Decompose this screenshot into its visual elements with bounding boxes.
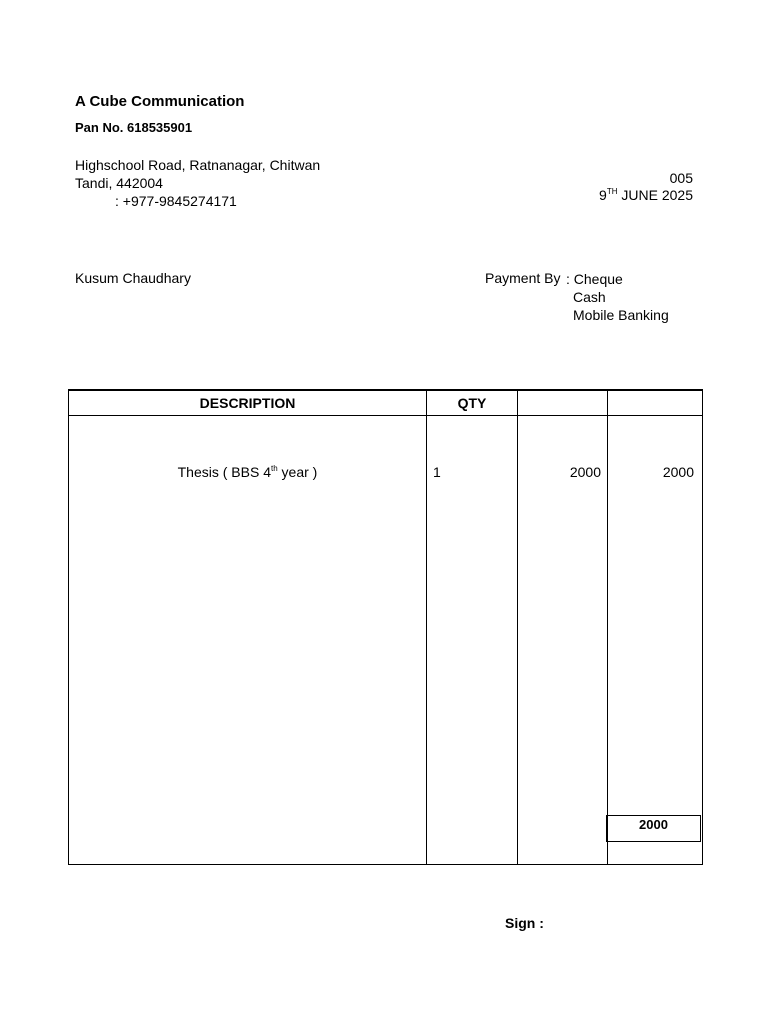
customer-name: Kusum Chaudhary [75, 270, 191, 286]
header-rate [518, 390, 608, 416]
item-description-sup: th [271, 464, 278, 473]
header-qty: QTY [427, 390, 518, 416]
total-amount: 2000 [606, 815, 701, 842]
items-table [68, 389, 703, 865]
item-description-prefix: Thesis ( BBS 4 [177, 464, 271, 480]
header-amount [608, 390, 703, 416]
item-description [69, 416, 427, 865]
invoice-date [599, 187, 693, 203]
sign-label: Sign : [505, 915, 544, 931]
payment-option-cash: Cash [573, 289, 606, 305]
item-rate: 2000 [518, 416, 608, 865]
address-line-1: Highschool Road, Ratnanagar, Chitwan [75, 157, 321, 173]
invoice-number: 005 [669, 170, 693, 186]
invoice-date-day: 9 [599, 187, 607, 203]
table-row [69, 416, 703, 865]
pan-number: Pan No. 618535901 [75, 120, 193, 135]
table-header-row [69, 390, 703, 416]
company-name: A Cube Communication [75, 93, 245, 110]
invoice-date-suffix: TH [606, 187, 618, 196]
header-description: DESCRIPTION [69, 390, 427, 416]
item-description-suffix: year ) [277, 464, 318, 480]
payment-options [566, 270, 669, 324]
invoice-date-rest: JUNE 2025 [617, 187, 693, 203]
payment-option-cheque: : Cheque [566, 271, 623, 287]
phone-number: : +977-9845274171 [115, 193, 237, 209]
payment-label: Payment By [485, 270, 561, 286]
address-line-2: Tandi, 442004 [75, 175, 163, 191]
item-amount: 2000 [608, 416, 703, 865]
payment-option-mobile-banking: Mobile Banking [573, 307, 669, 323]
item-qty: 1 [427, 416, 518, 865]
